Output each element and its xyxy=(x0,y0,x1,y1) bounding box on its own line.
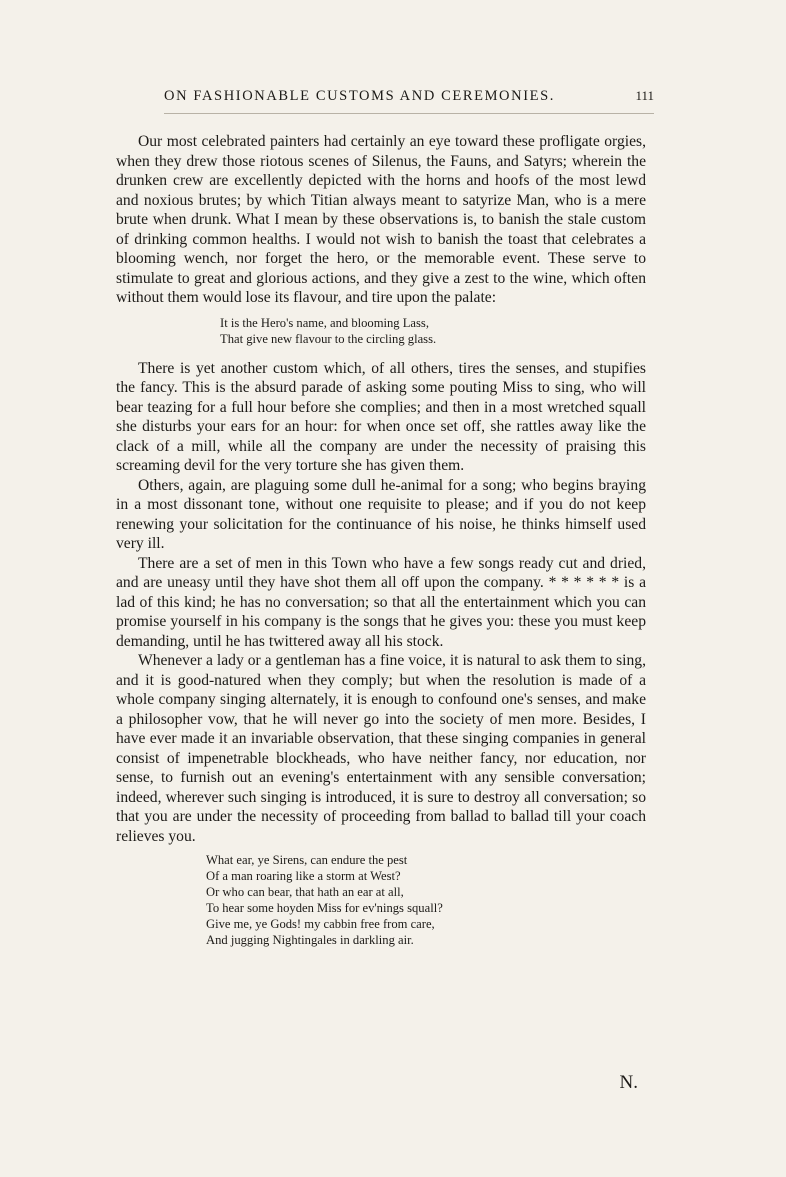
verse-line: What ear, ye Sirens, can endure the pest xyxy=(206,853,408,867)
catchword: N. xyxy=(619,1072,638,1093)
verse-quote-2 xyxy=(206,852,646,948)
verse-line: Of a man roaring like a storm at West? xyxy=(206,869,401,883)
running-title: ON FASHIONABLE CUSTOMS AND CEREMONIES. xyxy=(164,88,555,104)
verse-quote-1 xyxy=(220,315,646,347)
verse-line: And jugging Nightingales in darkling air. xyxy=(206,933,414,947)
paragraph-1: Our most celebrated painters had certainly an eye toward these profligate orgies, when they drew those riotous scenes of Silenus, the Fauns, and Satyrs; wherein the drunken crew are excellently depicted with the horns and hoofs of the most lewd and noxious brutes; by which Titian always meant to satyrize Man, who is a mere brute when drunk. What I mean by these observations is, to banish the stale custom of drinking common healths. I would not wish to banish the toast that celebrates a blooming wench, nor forget the hero, or the memorable event. These serve to stimulate to great and glorious actions, and they give a zest to the wine, which often without them would lose its flavour, and tire upon the palate: xyxy=(116,133,646,306)
paragraph-2: There is yet another custom which, of all others, tires the senses, and stupifies the fancy. This is the absurd parade of asking some pouting Miss to sing, who will bear teazing for a full hour before she complies; and then in a most wretched squall she disturbs your ears for an hour: for when once set off, she rattles away like the clack of a mill, while all the company are under the necessity of praising this screaming devil for the very torture she has given them. xyxy=(116,359,646,474)
verse-line: Give me, ye Gods! my cabbin free from care, xyxy=(206,917,435,931)
verse-line: Or who can bear, that hath an ear at all, xyxy=(206,885,404,899)
verse-line: It is the Hero's name, and blooming Lass, xyxy=(220,315,429,330)
paragraph-3: Others, again, are plaguing some dull he-animal for a song; who begins braying in a most dissonant tone, without one requisite to please; and if you do not keep renewing your solicitation for the continuance of his noise, he thinks himself used very ill. xyxy=(116,476,646,552)
page-number: 111 xyxy=(635,88,654,103)
verse-line: To hear some hoyden Miss for ev'nings squall? xyxy=(206,901,443,915)
verse-line: That give new flavour to the circling glass. xyxy=(220,331,437,346)
running-header xyxy=(164,88,654,114)
paragraph-4: There are a set of men in this Town who have a few songs ready cut and dried, and are uneasy until they have shot them all off upon the company. * * * * * * is a lad of this kind; he has no conversation; so that all the entertainment which you can promise yourself in his company is the songs that he gives you: these you must keep demanding, until he has twittered away all his stock. xyxy=(116,554,646,650)
paragraph-5: Whenever a lady or a gentleman has a fine voice, it is natural to ask them to sing, and it is good-natured when they comply; but when the resolution is made of a whole company singing alternately, it is enough to confound one's senses, and make a philosopher vow, that he will never go into the society of men more. Besides, I have ever made it an invariable observation, that these singing companies in general consist of impenetrable blockheads, who have neither fancy, nor education, nor sense, to furnish out an evening's entertainment with any sensible conversation; indeed, wherever such singing is introduced, it is sure to destroy all conversation; so that you are under the necessity of proceeding from ballad to ballad till your coach relieves you. xyxy=(116,652,646,845)
